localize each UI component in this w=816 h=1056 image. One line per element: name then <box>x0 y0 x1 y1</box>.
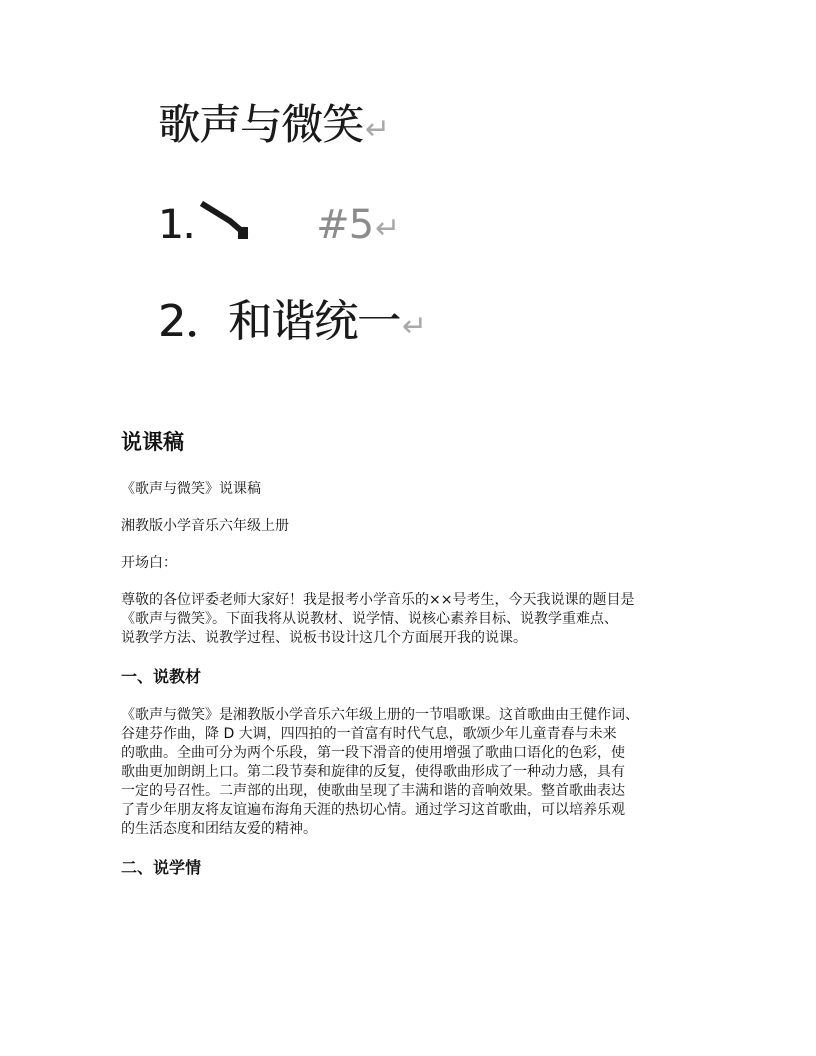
page-title: 说课稿 <box>121 430 184 454</box>
paragraph-line: 的歌曲。全曲可分为两个乐段，第一段下滑音的使用增强了歌曲口语化的色彩，使 <box>121 745 625 761</box>
section-heading-textbook: 一、说教材 <box>121 667 202 686</box>
scan-title-line <box>158 100 390 149</box>
section-heading-learners: 二、说学情 <box>121 858 202 877</box>
paragraph-line: 《歌声与微笑》。下面我将从说教材、说学情、说核心素养目标、说教学重难点、 <box>121 611 618 627</box>
textbook-edition: 湘教版小学音乐六年级上册 <box>121 518 289 534</box>
return-mark-icon: ↵ <box>402 309 427 344</box>
scan-line1-sharp-five: #5 <box>316 202 374 248</box>
paragraph-line: 了青少年朋友将友谊遍布海角天涯的热切心情。通过学习这首歌曲，可以培养乐观 <box>121 802 625 818</box>
document-subtitle: 《歌声与微笑》说课稿 <box>121 481 261 497</box>
scan-title: 歌声与微笑 <box>158 100 364 149</box>
textbook-paragraph <box>121 706 711 839</box>
paragraph-line: 的生活态度和团结友爱的精神。 <box>121 821 317 837</box>
return-mark-icon: ↵ <box>375 211 400 246</box>
scan-line-2 <box>158 296 427 347</box>
scanned-header-image <box>0 0 816 380</box>
paragraph-line: 《歌声与微笑》是湘教版小学音乐六年级上册的一节唱歌课。这首歌曲由王健作词、 <box>121 707 639 723</box>
paragraph-line: 尊敬的各位评委老师大家好！我是报考小学音乐的××号考生，今天我说课的题目是 <box>121 592 635 608</box>
opening-label: 开场白： <box>121 555 177 571</box>
paragraph-line: 歌曲更加朗朗上口。第二段节奏和旋律的反复，使得歌曲形成了一种动力感，具有 <box>121 764 625 780</box>
paragraph-line: 一定的号召性。二声部的出现，使歌曲呈现了丰满和谐的音响效果。整首歌曲表达 <box>121 783 625 799</box>
paragraph-line: 谷建芬作曲，降 D 大调，四四拍的一首富有时代气息，歌颂少年儿童青春与未来 <box>121 726 617 742</box>
scan-line1-number: 1. <box>158 202 195 248</box>
return-mark-icon: ↵ <box>365 112 390 147</box>
scan-line2-text: 2．和谐统一 <box>158 296 400 347</box>
document-body <box>121 428 711 897</box>
paragraph-line: 说教学方法、说教学过程、说板书设计这几个方面展开我的说课。 <box>121 630 527 646</box>
opening-paragraph <box>121 591 711 648</box>
curved-down-arrow-icon <box>200 199 252 243</box>
scan-line-1 <box>158 202 400 249</box>
